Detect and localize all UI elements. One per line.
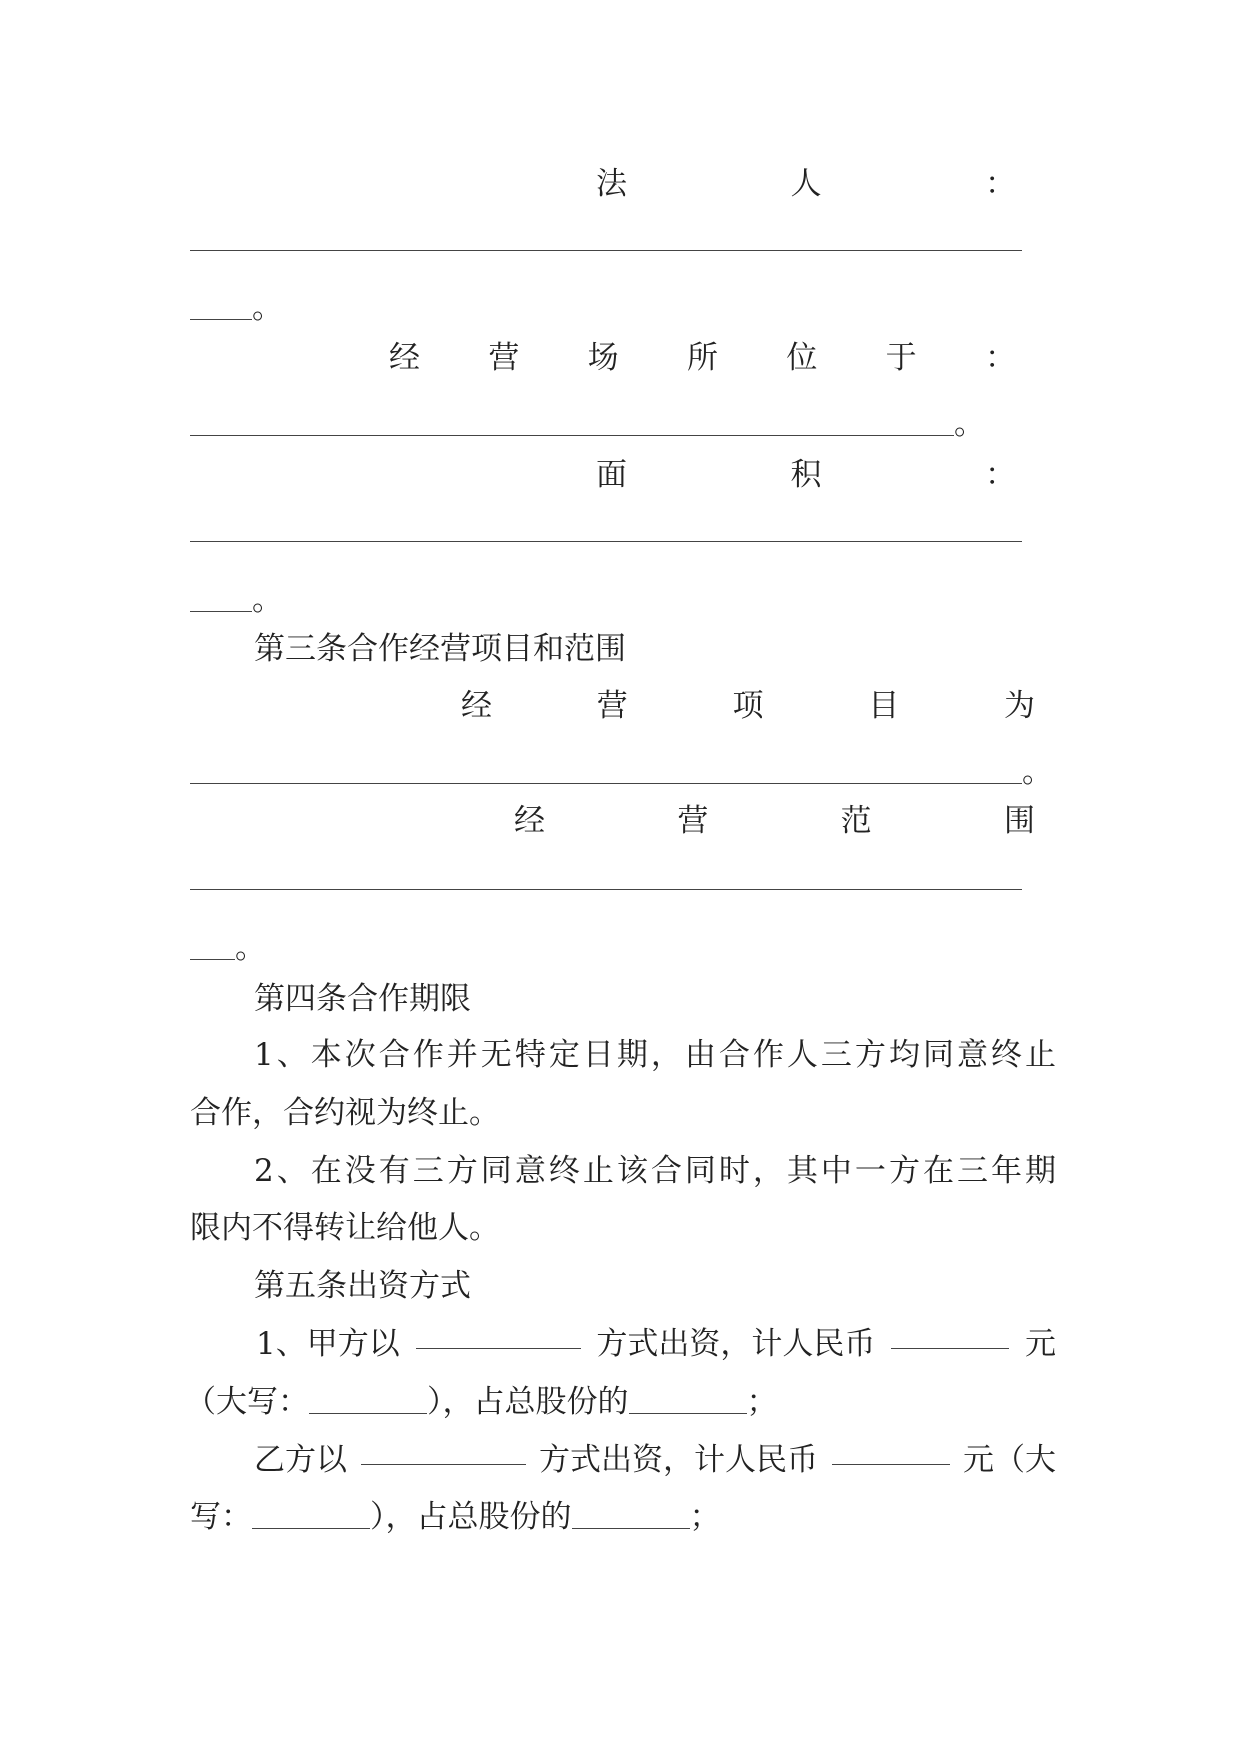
period: 。	[252, 582, 283, 618]
scope-blank-line	[190, 889, 1022, 890]
yi-method-blank	[361, 1436, 526, 1465]
jia-share-blank	[629, 1385, 747, 1414]
label-char: ：	[984, 340, 1016, 376]
yi-capital-blank	[252, 1500, 370, 1529]
jia-text: 方式出资，计人民币	[596, 1326, 876, 1362]
label-char: 场	[587, 340, 619, 376]
blank-line	[190, 755, 1022, 784]
label-char: 所	[686, 340, 718, 376]
scope-label	[514, 797, 1035, 845]
label-char: ：	[985, 166, 1016, 202]
yi-text: 乙方以	[254, 1442, 347, 1478]
blank-line	[190, 291, 252, 320]
jia-contribution-line1	[256, 1320, 1056, 1368]
label-char: 经	[461, 688, 492, 724]
premises-label	[389, 334, 1016, 382]
label-char: ：	[985, 457, 1016, 493]
label-char: 积	[790, 457, 822, 493]
article4-title: 第四条合作期限	[254, 981, 471, 1017]
legal-person-blank-end	[190, 284, 1056, 332]
jia-text: （大写：	[185, 1384, 309, 1420]
yi-text: 写：	[190, 1499, 252, 1535]
article4-item1-line1: 1、本次合作并无特定日期，由合作人三方均同意终止	[254, 1037, 1056, 1073]
project-blank-line	[190, 748, 1056, 796]
jia-text: ），占总股份的	[427, 1384, 629, 1420]
period: 。	[235, 930, 266, 966]
article4-item1-line2: 合作，合约视为终止。	[190, 1095, 500, 1131]
label-char: 营	[596, 688, 628, 724]
project-label	[461, 682, 1035, 730]
yi-text: 方式出资，计人民币	[539, 1442, 818, 1478]
jia-contribution-line2	[185, 1378, 1051, 1426]
label-char: 营	[488, 340, 520, 376]
blank-line	[190, 407, 954, 436]
yi-text: ；	[689, 1499, 721, 1535]
label-char: 经	[389, 340, 420, 376]
jia-text: 元	[1024, 1326, 1056, 1362]
label-char: 法	[596, 166, 627, 202]
label-char: 目	[868, 688, 900, 724]
label-char: 经	[514, 803, 545, 839]
legal-person-blank-line	[190, 250, 1022, 251]
period: 。	[252, 290, 283, 326]
label-char: 营	[677, 803, 709, 839]
area-blank-line	[190, 541, 1022, 542]
blank-line	[190, 583, 252, 612]
article4-item2-line2: 限内不得转让给他人。	[190, 1210, 500, 1246]
label-char: 项	[732, 688, 764, 724]
premises-blank-line	[190, 400, 1056, 448]
yi-text: 元（大	[963, 1442, 1056, 1478]
label-char: 为	[1004, 688, 1035, 724]
label-char: 于	[885, 340, 917, 376]
yi-contribution-line1	[254, 1436, 1056, 1484]
label-char: 围	[1003, 803, 1035, 839]
label-char: 位	[786, 340, 818, 376]
jia-capital-blank	[309, 1385, 427, 1414]
blank-line	[190, 931, 235, 960]
jia-amount-blank	[891, 1320, 1009, 1349]
area-label	[596, 451, 1016, 499]
article5-title: 第五条出资方式	[254, 1268, 471, 1304]
yi-amount-blank	[832, 1436, 950, 1465]
article4-item2-line1: 2、在没有三方同意终止该合同时，其中一方在三年期	[254, 1153, 1056, 1189]
label-char: 面	[596, 457, 627, 493]
yi-text: ），占总股份的	[370, 1499, 572, 1535]
yi-share-blank	[572, 1500, 690, 1529]
jia-text: 1、甲方以	[256, 1326, 400, 1362]
jia-method-blank	[416, 1320, 581, 1349]
label-char: 范	[840, 803, 872, 839]
yi-contribution-line2	[190, 1493, 1056, 1541]
article3-title: 第三条合作经营项目和范围	[254, 631, 626, 667]
label-char: 人	[790, 166, 822, 202]
period: 。	[1022, 754, 1053, 790]
area-blank-end	[190, 576, 1056, 624]
period: 。	[954, 406, 985, 442]
legal-person-label	[596, 160, 1016, 208]
scope-blank-end	[190, 924, 1056, 972]
jia-text: ；	[746, 1384, 778, 1420]
